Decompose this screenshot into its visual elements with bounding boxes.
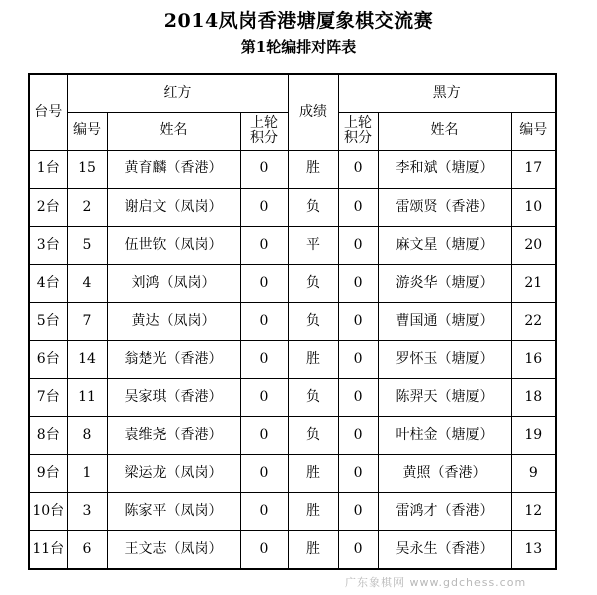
red-name-cell: 刘鸿（凤岗） xyxy=(107,264,240,302)
red-name-cell: 王文志（凤岗） xyxy=(107,531,240,569)
black-number-cell: 22 xyxy=(511,302,556,340)
red-name-cell: 陈家平（凤岗） xyxy=(107,493,240,531)
red-number-cell: 6 xyxy=(67,531,107,569)
board-cell: 6台 xyxy=(29,340,67,378)
table-row xyxy=(29,417,556,455)
black-prev-score-cell: 0 xyxy=(338,379,378,417)
red-name-cell: 黄达（凤岗） xyxy=(107,302,240,340)
header-red-name: 姓名 xyxy=(107,112,240,150)
red-prev-score-cell: 0 xyxy=(240,226,288,264)
board-cell: 10台 xyxy=(29,493,67,531)
header-black-number: 编号 xyxy=(511,112,556,150)
black-name-cell: 黄照（香港） xyxy=(378,455,511,493)
board-cell: 4台 xyxy=(29,264,67,302)
header-red-side: 红方 xyxy=(67,74,288,112)
red-prev-score-cell: 0 xyxy=(240,417,288,455)
table-row xyxy=(29,226,556,264)
header-row-top xyxy=(29,74,556,112)
red-prev-score-cell: 0 xyxy=(240,340,288,378)
table-row xyxy=(29,340,556,378)
black-name-cell: 游炎华（塘厦） xyxy=(378,264,511,302)
board-cell: 7台 xyxy=(29,379,67,417)
page-subtitle: 第1轮编排对阵表 xyxy=(240,38,357,56)
red-number-cell: 11 xyxy=(67,379,107,417)
red-number-cell: 1 xyxy=(67,455,107,493)
red-name-cell: 黄育麟（香港） xyxy=(107,150,240,188)
board-cell: 5台 xyxy=(29,302,67,340)
red-number-cell: 8 xyxy=(67,417,107,455)
header-board: 台号 xyxy=(29,74,67,150)
red-prev-score-cell: 0 xyxy=(240,379,288,417)
black-prev-score-cell: 0 xyxy=(338,188,378,226)
red-number-cell: 14 xyxy=(67,340,107,378)
header-black-prev-score xyxy=(338,112,378,150)
result-cell: 负 xyxy=(288,264,338,302)
header-prev-score-line2: 积分 xyxy=(344,130,373,147)
header-prev-score-line1: 上轮 xyxy=(344,114,373,131)
result-cell: 胜 xyxy=(288,150,338,188)
header-red-number: 编号 xyxy=(67,112,107,150)
black-name-cell: 罗怀玉（塘厦） xyxy=(378,340,511,378)
header-result: 成绩 xyxy=(288,74,338,150)
black-prev-score-cell: 0 xyxy=(338,150,378,188)
black-number-cell: 20 xyxy=(511,226,556,264)
black-name-cell: 李和斌（塘厦） xyxy=(378,150,511,188)
red-number-cell: 5 xyxy=(67,226,107,264)
red-prev-score-cell: 0 xyxy=(240,150,288,188)
header-prev-score-line2: 积分 xyxy=(250,130,279,147)
table-row xyxy=(29,531,556,569)
black-name-cell: 麻文星（塘厦） xyxy=(378,226,511,264)
table-row xyxy=(29,150,556,188)
black-number-cell: 19 xyxy=(511,417,556,455)
table-row xyxy=(29,302,556,340)
black-name-cell: 雷鸿才（香港） xyxy=(378,493,511,531)
red-prev-score-cell: 0 xyxy=(240,302,288,340)
result-cell: 平 xyxy=(288,226,338,264)
pairing-table-body xyxy=(29,74,556,569)
red-number-cell: 2 xyxy=(67,188,107,226)
black-number-cell: 17 xyxy=(511,150,556,188)
red-name-cell: 吴家琪（香港） xyxy=(107,379,240,417)
board-cell: 9台 xyxy=(29,455,67,493)
board-cell: 11台 xyxy=(29,531,67,569)
red-name-cell: 伍世钦（凤岗） xyxy=(107,226,240,264)
black-prev-score-cell: 0 xyxy=(338,340,378,378)
header-black-side: 黑方 xyxy=(338,74,556,112)
black-name-cell: 陈羿天（塘厦） xyxy=(378,379,511,417)
red-prev-score-cell: 0 xyxy=(240,531,288,569)
black-name-cell: 雷颂贤（香港） xyxy=(378,188,511,226)
black-number-cell: 10 xyxy=(511,188,556,226)
black-prev-score-cell: 0 xyxy=(338,417,378,455)
black-prev-score-cell: 0 xyxy=(338,531,378,569)
header-black-name: 姓名 xyxy=(378,112,511,150)
header-red-prev-score xyxy=(240,112,288,150)
result-cell: 胜 xyxy=(288,340,338,378)
black-prev-score-cell: 0 xyxy=(338,455,378,493)
red-name-cell: 翁楚光（香港） xyxy=(107,340,240,378)
black-number-cell: 12 xyxy=(511,493,556,531)
red-prev-score-cell: 0 xyxy=(240,493,288,531)
black-number-cell: 21 xyxy=(511,264,556,302)
table-row xyxy=(29,455,556,493)
red-prev-score-cell: 0 xyxy=(240,188,288,226)
black-number-cell: 13 xyxy=(511,531,556,569)
red-prev-score-cell: 0 xyxy=(240,264,288,302)
black-name-cell: 叶柱金（塘厦） xyxy=(378,417,511,455)
table-row xyxy=(29,379,556,417)
black-number-cell: 18 xyxy=(511,379,556,417)
red-number-cell: 4 xyxy=(67,264,107,302)
table-row xyxy=(29,188,556,226)
black-number-cell: 9 xyxy=(511,455,556,493)
black-prev-score-cell: 0 xyxy=(338,493,378,531)
result-cell: 负 xyxy=(288,188,338,226)
result-cell: 负 xyxy=(288,379,338,417)
table-row xyxy=(29,493,556,531)
board-cell: 1台 xyxy=(29,150,67,188)
black-prev-score-cell: 0 xyxy=(338,302,378,340)
board-cell: 3台 xyxy=(29,226,67,264)
red-name-cell: 梁运龙（凤岗） xyxy=(107,455,240,493)
red-number-cell: 7 xyxy=(67,302,107,340)
red-name-cell: 谢启文（凤岗） xyxy=(107,188,240,226)
result-cell: 胜 xyxy=(288,493,338,531)
result-cell: 负 xyxy=(288,417,338,455)
table-row xyxy=(29,264,556,302)
watermark: 广东象棋网 www.gdchess.com xyxy=(345,576,527,589)
pairing-table xyxy=(28,73,557,570)
black-prev-score-cell: 0 xyxy=(338,264,378,302)
board-cell: 8台 xyxy=(29,417,67,455)
red-name-cell: 袁维尧（香港） xyxy=(107,417,240,455)
black-name-cell: 吴永生（香港） xyxy=(378,531,511,569)
page-title: 2014凤岗香港塘厦象棋交流赛 xyxy=(163,10,434,32)
red-prev-score-cell: 0 xyxy=(240,455,288,493)
result-cell: 胜 xyxy=(288,455,338,493)
red-number-cell: 15 xyxy=(67,150,107,188)
black-name-cell: 曹国通（塘厦） xyxy=(378,302,511,340)
header-prev-score-line1: 上轮 xyxy=(250,114,279,131)
result-cell: 胜 xyxy=(288,531,338,569)
black-number-cell: 16 xyxy=(511,340,556,378)
board-cell: 2台 xyxy=(29,188,67,226)
result-cell: 负 xyxy=(288,302,338,340)
red-number-cell: 3 xyxy=(67,493,107,531)
black-prev-score-cell: 0 xyxy=(338,226,378,264)
